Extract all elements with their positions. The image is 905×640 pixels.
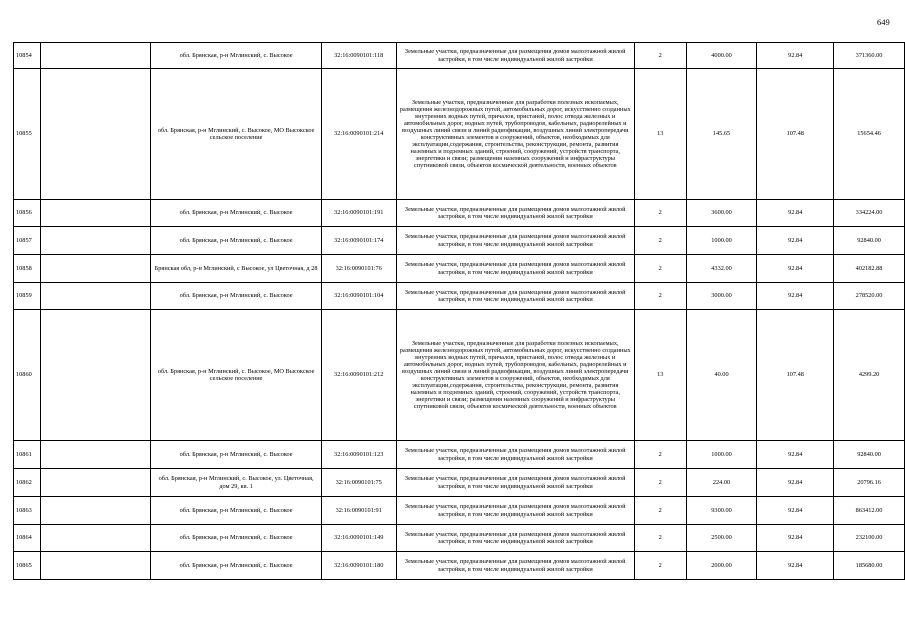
area-cell: 1000.00 xyxy=(686,441,757,469)
rate-cell: 92.84 xyxy=(757,255,834,283)
rate-cell: 92.84 xyxy=(757,497,834,525)
empty-cell xyxy=(40,255,150,283)
address-cell: обл. Брянская, р-н Мглинский, с. Высокое, МО Высокское сельское поселение xyxy=(151,310,321,441)
cadastral-value-cell: 92840.00 xyxy=(834,441,905,469)
cadastral-value-cell: 232100.00 xyxy=(834,525,905,552)
cadastral-number-cell: 32:16:0090101:214 xyxy=(321,69,396,200)
category-code-cell: 2 xyxy=(634,227,686,255)
rate-cell: 92.84 xyxy=(757,283,834,310)
record-number: 10855 xyxy=(14,69,41,200)
address-cell: обл. Брянская, р-н Мглинский, с. Высокое, МО Высокское сельское поселение xyxy=(151,69,321,200)
table-row xyxy=(14,255,905,283)
category-code-cell: 2 xyxy=(634,283,686,310)
land-use-cell: Земельные участки, предназначенные для размещения домов малоэтажной жилой застройки, в том числе индивидуальной жилой застройки xyxy=(396,552,634,580)
address-cell: обл. Брянская, р-н Мглинский, с. Высокое xyxy=(151,227,321,255)
record-number: 10862 xyxy=(14,469,41,497)
area-cell: 1000.00 xyxy=(686,227,757,255)
area-cell: 224.00 xyxy=(686,469,757,497)
area-cell: 40.00 xyxy=(686,310,757,441)
rate-cell: 92.84 xyxy=(757,525,834,552)
cadastral-value-cell: 20796.16 xyxy=(834,469,905,497)
cadastral-value-cell: 334224.00 xyxy=(834,200,905,227)
category-code-cell: 2 xyxy=(634,255,686,283)
record-number: 10856 xyxy=(14,200,41,227)
table-row xyxy=(14,469,905,497)
address-cell: обл. Брянская, р-н Мглинский, с. Высокое xyxy=(151,497,321,525)
cadastral-value-cell: 371360.00 xyxy=(834,43,905,69)
empty-cell xyxy=(40,69,150,200)
cadastral-number-cell: 32:16:0090101:180 xyxy=(321,552,396,580)
land-use-cell: Земельные участки, предназначенные для размещения домов малоэтажной жилой застройки, в том числе индивидуальной жилой застройки xyxy=(396,469,634,497)
area-cell: 2500.00 xyxy=(686,525,757,552)
area-cell: 145.65 xyxy=(686,69,757,200)
cadastral-value-cell: 92840.00 xyxy=(834,227,905,255)
rate-cell: 92.84 xyxy=(757,469,834,497)
land-use-cell: Земельные участки, предназначенные для размещения домов малоэтажной жилой застройки, в том числе индивидуальной жилой застройки xyxy=(396,200,634,227)
category-code-cell: 13 xyxy=(634,69,686,200)
record-number: 10859 xyxy=(14,283,41,310)
record-number: 10863 xyxy=(14,497,41,525)
land-use-cell: Земельные участки, предназначенные для размещения домов малоэтажной жилой застройки, в том числе индивидуальной жилой застройки xyxy=(396,283,634,310)
land-use-cell: Земельные участки, предназначенные для размещения домов малоэтажной жилой застройки, в том числе индивидуальной жилой застройки xyxy=(396,227,634,255)
category-code-cell: 2 xyxy=(634,497,686,525)
table-row xyxy=(14,441,905,469)
category-code-cell: 2 xyxy=(634,525,686,552)
land-use-cell: Земельные участки, предназначенные для разработки полезных ископаемых, размещения железнодорожных путей, автомобильных дорог, искусственно созданных внутренних водных путей, причалов, пристаней, полос отвода железных и автомобильных дорог, водных путей, трубопроводов, кабельных, радиорелейных и воздушных линий связи и линий радиофикации, воздушных линий электропередачи конструктивных элементов и сооружений, объектов, необходимых для эксплуатации,содержания, строительства, реконструкции, ремонта, развития наземных и подземных зданий, строений, сооружений, устройств транспорта, энергетики и связи; размещения наземных сооружений и инфраструктуры спутниковой связи, объектов космической деятельности, военных объектов xyxy=(396,69,634,200)
table-row xyxy=(14,69,905,200)
empty-cell xyxy=(40,525,150,552)
cadastral-number-cell: 32:16:0090101:91 xyxy=(321,497,396,525)
land-use-cell: Земельные участки, предназначенные для размещения домов малоэтажной жилой застройки, в том числе индивидуальной жилой застройки xyxy=(396,497,634,525)
area-cell: 4332.00 xyxy=(686,255,757,283)
empty-cell xyxy=(40,441,150,469)
empty-cell xyxy=(40,200,150,227)
cadastral-value-cell: 863412.00 xyxy=(834,497,905,525)
category-code-cell: 2 xyxy=(634,441,686,469)
cadastral-number-cell: 32:16:0090101:212 xyxy=(321,310,396,441)
cadastral-number-cell: 32:16:0090101:174 xyxy=(321,227,396,255)
land-use-cell: Земельные участки, предназначенные для размещения домов малоэтажной жилой застройки, в том числе индивидуальной жилой застройки xyxy=(396,525,634,552)
rate-cell: 92.84 xyxy=(757,200,834,227)
cadastral-number-cell: 32:16:0090101:75 xyxy=(321,469,396,497)
record-number: 10860 xyxy=(14,310,41,441)
table-row xyxy=(14,497,905,525)
address-cell: Брянская обл, р-н Мглинский, с Высокое, ул Цветочная, д 28 xyxy=(151,255,321,283)
table-row xyxy=(14,283,905,310)
address-cell: обл. Брянская, р-н Мглинский, с. Высокое xyxy=(151,200,321,227)
cadastral-value-cell: 15654.46 xyxy=(834,69,905,200)
empty-cell xyxy=(40,469,150,497)
cadastral-value-cell: 402182.88 xyxy=(834,255,905,283)
area-cell: 4000.00 xyxy=(686,43,757,69)
land-use-cell: Земельные участки, предназначенные для разработки полезных ископаемых, размещения железнодорожных путей, автомобильных дорог, искусственно созданных внутренних водных путей, причалов, пристаней, полос отвода железных и автомобильных дорог, водных путей, трубопроводов, кабельных, радиорелейных и воздушных линий связи и линий радиофикации, воздушных линий электропередачи конструктивных элементов и сооружений, объектов, необходимых для эксплуатации,содержания, строительства, реконструкции, ремонта, развития наземных и подземных зданий, строений, сооружений, устройств транспорта, энергетики и связи; размещения наземных сооружений и инфраструктуры спутниковой связи, объектов космической деятельности, военных объектов xyxy=(396,310,634,441)
table-row xyxy=(14,525,905,552)
address-cell: обл. Брянская, р-н Мглинский, с. Высокое xyxy=(151,43,321,69)
table-row xyxy=(14,310,905,441)
land-use-cell: Земельные участки, предназначенные для размещения домов малоэтажной жилой застройки, в том числе индивидуальной жилой застройки xyxy=(396,255,634,283)
cadastral-value-cell: 4299.20 xyxy=(834,310,905,441)
area-cell: 2000.00 xyxy=(686,552,757,580)
empty-cell xyxy=(40,227,150,255)
empty-cell xyxy=(40,43,150,69)
category-code-cell: 2 xyxy=(634,552,686,580)
address-cell: обл. Брянская, р-н Мглинский, с. Высокое xyxy=(151,525,321,552)
area-cell: 3600.00 xyxy=(686,200,757,227)
area-cell: 9300.00 xyxy=(686,497,757,525)
table-row xyxy=(14,227,905,255)
address-cell: обл. Брянская, р-н Мглинский, с. Высокое xyxy=(151,441,321,469)
table-body xyxy=(14,43,905,580)
record-number: 10854 xyxy=(14,43,41,69)
cadastral-number-cell: 32:16:0090101:76 xyxy=(321,255,396,283)
rate-cell: 107.48 xyxy=(757,310,834,441)
land-use-cell: Земельные участки, предназначенные для размещения домов малоэтажной жилой застройки, в том числе индивидуальной жилой застройки xyxy=(396,43,634,69)
record-number: 10864 xyxy=(14,525,41,552)
category-code-cell: 2 xyxy=(634,469,686,497)
table-row xyxy=(14,200,905,227)
empty-cell xyxy=(40,283,150,310)
address-cell: обл. Брянская, р-н Мглинский, с. Высокое xyxy=(151,283,321,310)
rate-cell: 92.84 xyxy=(757,227,834,255)
rate-cell: 92.84 xyxy=(757,441,834,469)
cadastral-value-cell: 185680.00 xyxy=(834,552,905,580)
address-cell: обл. Брянская, р-н Мглинский, с. Высокое, ул. Цветочная, дом 29, кв. 1 xyxy=(151,469,321,497)
land-registry-table xyxy=(13,42,905,580)
land-use-cell: Земельные участки, предназначенные для размещения домов малоэтажной жилой застройки, в том числе индивидуальной жилой застройки xyxy=(396,441,634,469)
record-number: 10857 xyxy=(14,227,41,255)
table-row xyxy=(14,552,905,580)
rate-cell: 92.84 xyxy=(757,43,834,69)
category-code-cell: 13 xyxy=(634,310,686,441)
cadastral-number-cell: 32:16:0090101:118 xyxy=(321,43,396,69)
record-number: 10861 xyxy=(14,441,41,469)
page-number: 649 xyxy=(877,17,890,27)
record-number: 10865 xyxy=(14,552,41,580)
table-row xyxy=(14,43,905,69)
empty-cell xyxy=(40,497,150,525)
area-cell: 3000.00 xyxy=(686,283,757,310)
address-cell: обл. Брянская, р-н Мглинский, с. Высокое xyxy=(151,552,321,580)
category-code-cell: 2 xyxy=(634,43,686,69)
cadastral-number-cell: 32:16:0090101:123 xyxy=(321,441,396,469)
cadastral-number-cell: 32:16:0090101:191 xyxy=(321,200,396,227)
cadastral-number-cell: 32:16:0090101:149 xyxy=(321,525,396,552)
cadastral-number-cell: 32:16:0090101:104 xyxy=(321,283,396,310)
cadastral-value-cell: 278520.00 xyxy=(834,283,905,310)
category-code-cell: 2 xyxy=(634,200,686,227)
empty-cell xyxy=(40,310,150,441)
empty-cell xyxy=(40,552,150,580)
rate-cell: 92.84 xyxy=(757,552,834,580)
rate-cell: 107.48 xyxy=(757,69,834,200)
record-number: 10858 xyxy=(14,255,41,283)
